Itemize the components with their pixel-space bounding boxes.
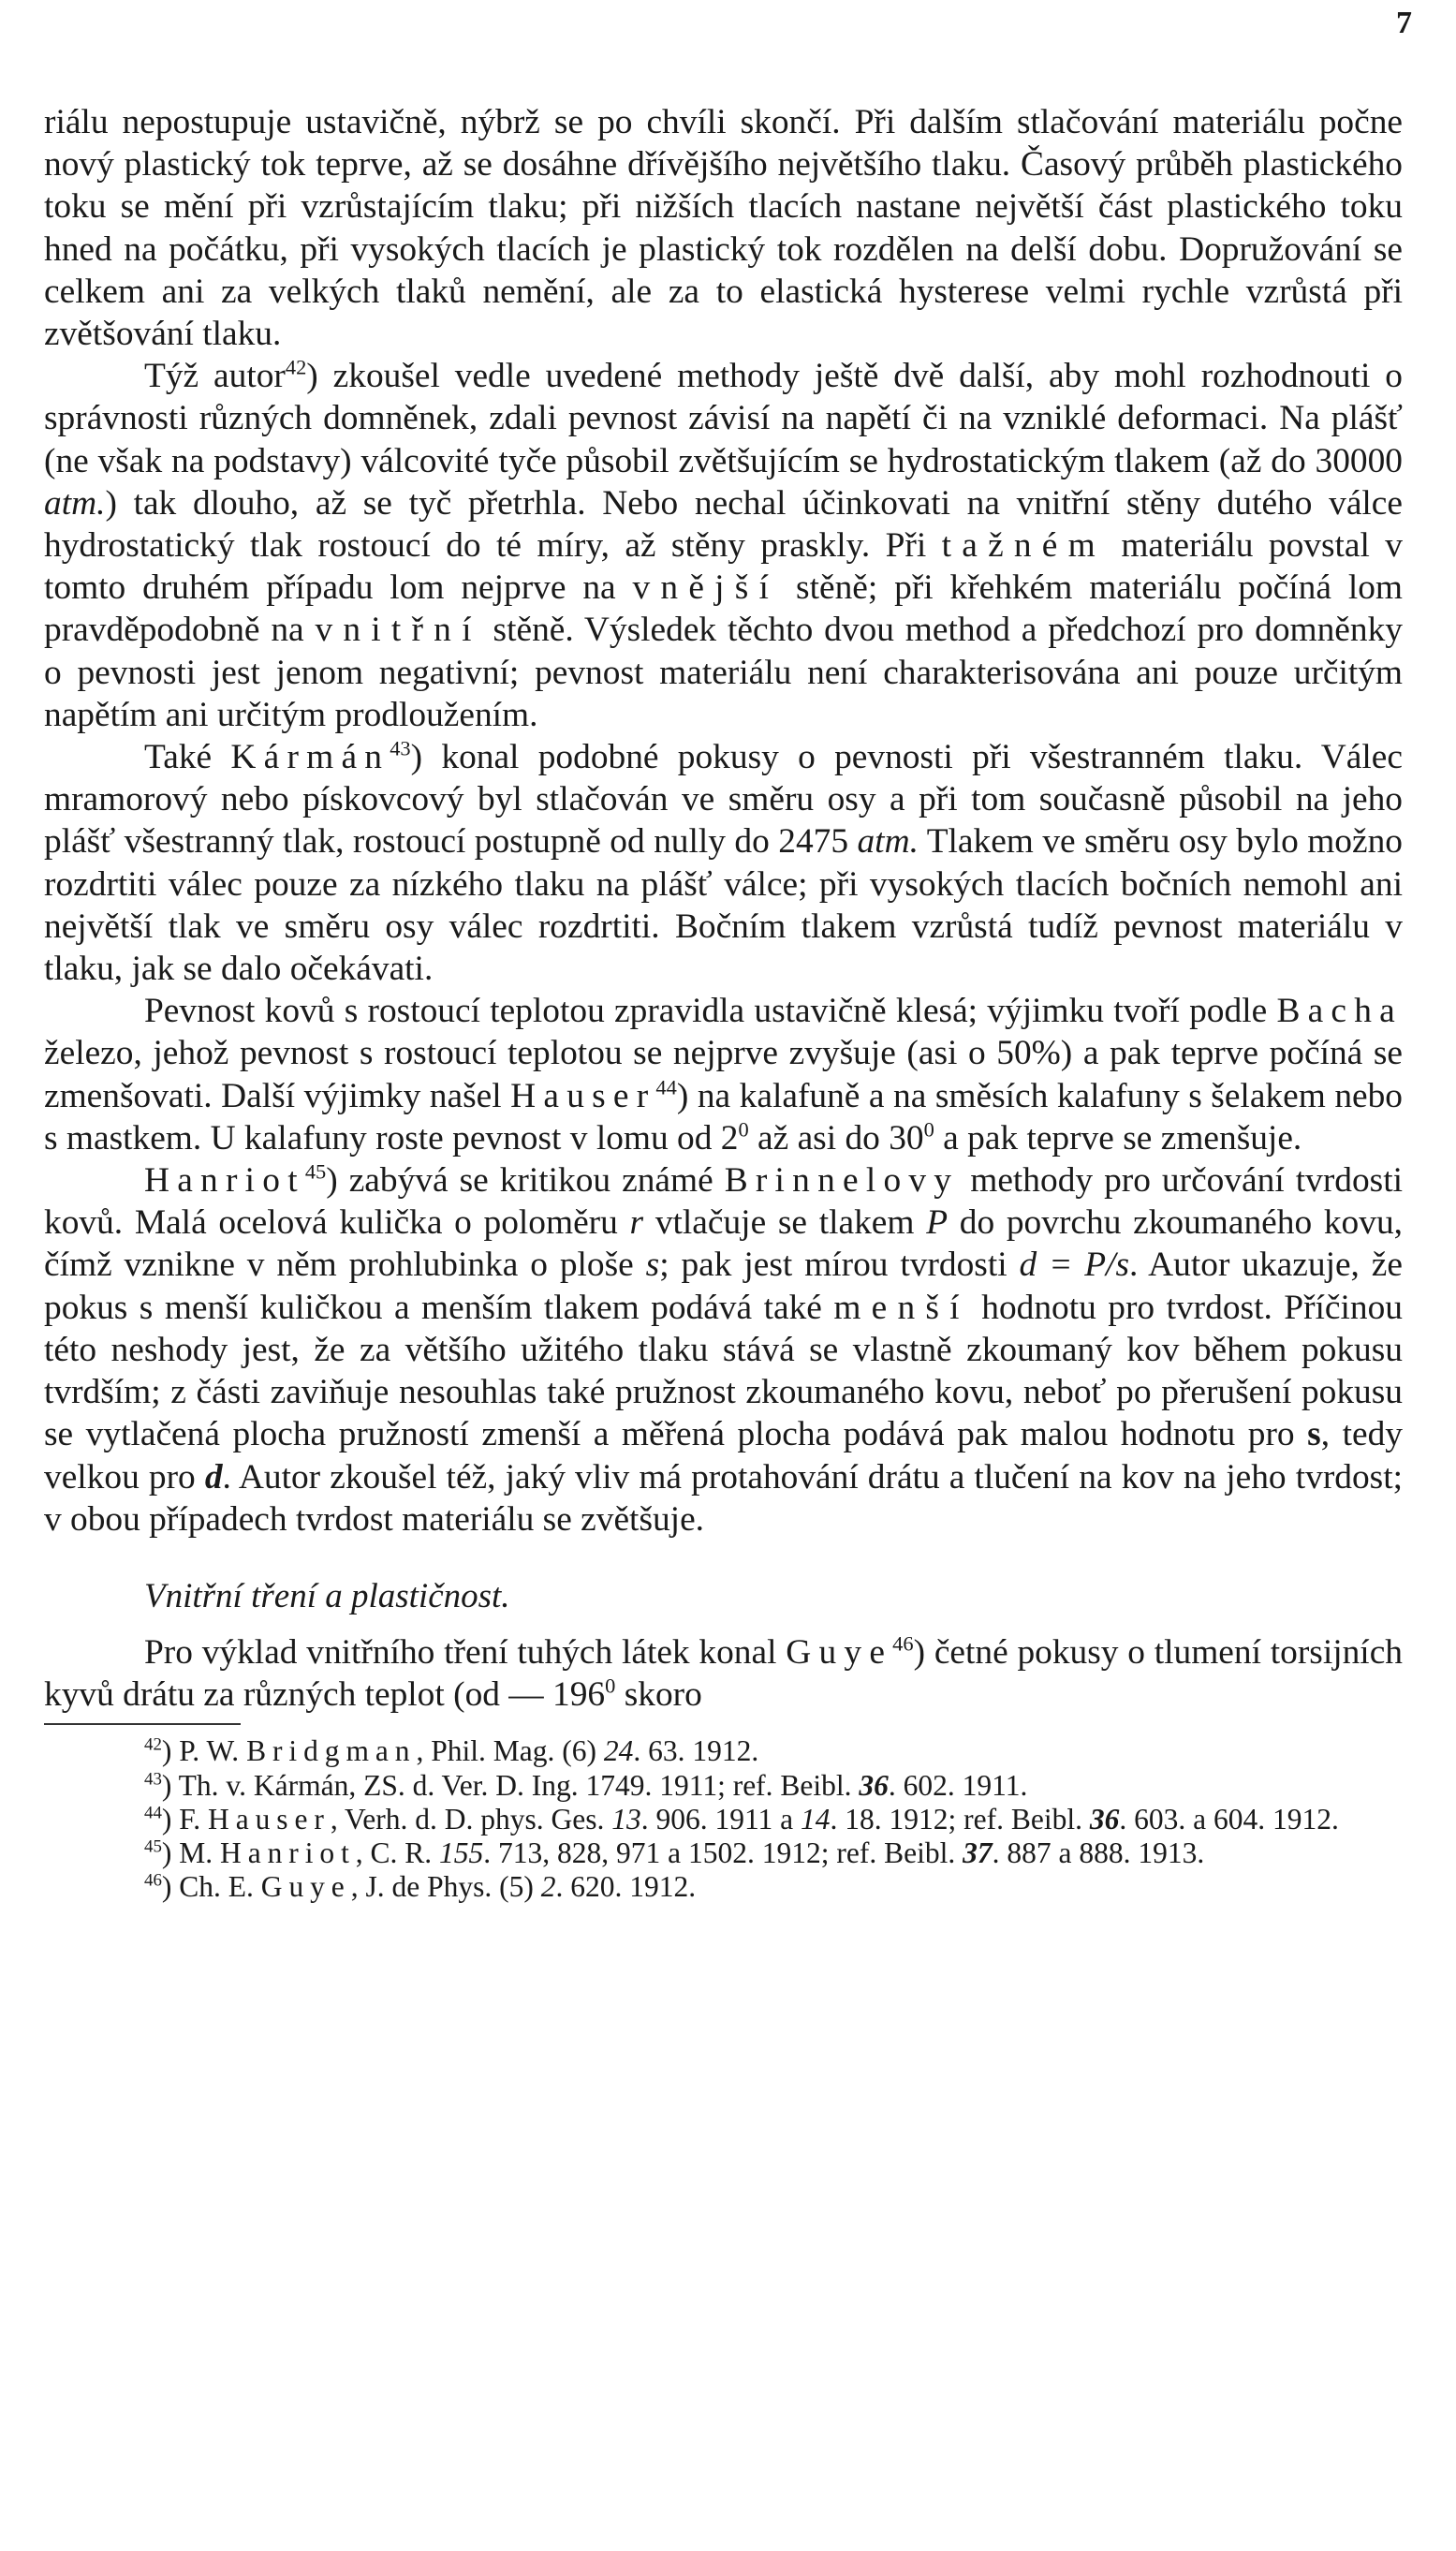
text-run: a pak teprve se zmenšuje. — [934, 1118, 1302, 1158]
text-run: ) Ch. E. — [161, 1870, 261, 1904]
author-name: Kármán — [230, 738, 390, 777]
text-run: ) M. — [161, 1836, 221, 1869]
section-heading: Vnitřní tření a plastičnost. — [144, 1576, 510, 1615]
text-run: ) tak dlouho, až se tyč přetrhla. Nebo nechal účinkovati na vnitřní stěny dutého válce hydrostatický tlak rostoucí do té míry, až stěny praskly. Při — [44, 483, 1403, 566]
footnote-number: 44 — [144, 1803, 162, 1823]
volume-number: 14 — [801, 1802, 831, 1836]
text-run: . 887 a 888. 1913. — [992, 1836, 1205, 1869]
text-run: . 602. 1911. — [888, 1768, 1028, 1802]
paragraph-2 — [44, 355, 1403, 736]
author-name: Hauser — [208, 1802, 331, 1836]
text-run: ) Th. v. Kármán, ZS. d. Ver. D. Ing. 1749. 1911; ref. Beibl. — [161, 1768, 860, 1802]
text-run: až asi do 30 — [748, 1118, 924, 1158]
footnote-number: 42 — [144, 1734, 162, 1755]
degree-mark: 0 — [605, 1674, 616, 1698]
text-run: ) konal podobné pokusy o pevnosti při všestranném tlaku. Válec mramorový nebo pískovcový byl stlačován ve směru osy a při tom současně působil na jeho plášť všestranný tlak, rostoucí postupně od nully do 2475 — [44, 738, 1403, 862]
text-run: , J. de Phys. (5) — [350, 1870, 541, 1904]
text-run: . 603. a 604. 1912. — [1119, 1802, 1339, 1836]
text-run: ) P. W. — [161, 1734, 247, 1768]
text-run: ; pak jest mírou tvrdosti — [659, 1246, 1020, 1285]
text-run: do povrchu zkoumaného kovu, čímž vznikne v něm prohlubinka o ploše — [44, 1203, 1403, 1285]
math-formula: d = P/s — [1019, 1246, 1129, 1285]
text-run: . 63. 1912. — [633, 1734, 759, 1768]
volume-number: 36 — [859, 1768, 889, 1802]
footnote-46 — [44, 1870, 1403, 1904]
author-name: Hanriot — [220, 1836, 356, 1869]
author-name: Guye — [786, 1632, 893, 1672]
text-run: . 906. 1911 a — [640, 1802, 802, 1836]
text-run: , Verh. d. D. phys. Ges. — [330, 1802, 612, 1836]
math-symbol: s — [645, 1246, 660, 1285]
footnote-ref-45[interactable]: 45 — [304, 1159, 327, 1184]
math-symbol: s — [1307, 1415, 1321, 1454]
footnote-42 — [44, 1734, 1403, 1768]
text-run: materiálu povstal v tomto druhém případu lom nejprve na — [44, 526, 1403, 608]
author-name: Bacha — [1276, 992, 1403, 1031]
footnote-43 — [44, 1769, 1403, 1803]
footnote-divider — [44, 1723, 241, 1725]
math-symbol: r — [629, 1203, 644, 1243]
text-run: . Autor ukazuje, že pokus s menší kuličkou a menším tlakem podává také — [44, 1246, 1403, 1327]
math-symbol: d — [204, 1457, 223, 1497]
paragraph-4 — [44, 990, 1403, 1159]
text-run: methody pro určování tvrdosti kovů. Malá ocelová kulička o poloměru — [44, 1161, 1403, 1243]
body-text — [44, 101, 1403, 1716]
text-run: ) F. — [161, 1802, 209, 1836]
paragraph-5 — [44, 1159, 1403, 1541]
text-run: , Phil. Mag. (6) — [416, 1734, 604, 1768]
footnote-number: 43 — [144, 1769, 162, 1790]
text-run: hodnotu pro tvrdost. Příčinou této neshody jest, že za většího užitého tlaku stává se vlastně zkoumaný kov během pokusu tvrdším; z části zaviňuje nesouhlas také pružnost zkoumaného kovu, neboť po přerušení pokusu se vytlačená plocha pružností zmenší a měřená plocha podává pak malou hodnotu pro — [44, 1288, 1403, 1454]
footnote-ref-43[interactable]: 43 — [390, 736, 411, 760]
text-run: Pevnost kovů s rostoucí teplotou zpravidla ustavičně klesá; výjimku tvoří podle — [144, 992, 1277, 1031]
text-run: Týž autor — [144, 357, 286, 396]
text-run: ) četné pokusy o tlumení torsijních kyvů drátu za různých teplot (od — 196 — [44, 1632, 1403, 1715]
spaced-emphasis: menší — [833, 1288, 970, 1327]
author-name: Bridgman — [246, 1734, 417, 1768]
footnote-ref-46[interactable]: 46 — [892, 1631, 914, 1656]
page-number: 7 — [1396, 6, 1412, 40]
footnote-ref-44[interactable]: 44 — [655, 1075, 677, 1099]
text-run: , C. R. — [355, 1836, 440, 1869]
paragraph-1 — [44, 101, 1403, 355]
volume-number: 37 — [963, 1836, 993, 1869]
footnotes — [44, 1734, 1403, 1904]
author-name: Hauser — [510, 1076, 656, 1115]
footnote-44 — [44, 1803, 1403, 1836]
spaced-emphasis: vnější — [632, 568, 780, 608]
text-run: , tedy velkou pro — [44, 1415, 1403, 1497]
footnote-ref-42[interactable]: 42 — [285, 355, 307, 379]
degree-mark: 0 — [923, 1117, 934, 1142]
text-run: . Autor zkoušel též, jaký vliv má protahování drátu a tlučení na kov na jeho tvrdost; v obou případech tvrdost materiálu se zvětšuje. — [44, 1457, 1403, 1539]
text-run: riálu nepostupuje ustavičně, nýbrž se po chvíli skončí. Při dalším stlačování materiálu počne nový plastický tok teprve, až se dosáhne dřívějšího největšího tlaku. Časový průběh plastického toku se mění při vzrůstajícím tlaku; při nižších tlacích nastane největší část plastického toku hned na počátku, při vysokých tlacích je plastický tok rozdělen na delší dobu. Dopružování se celkem ani za velkých tlaků nemění, ale za to elastická hysterese velmi rychle vzrůstá při zvětšování tlaku. — [44, 103, 1403, 354]
math-symbol: P — [926, 1203, 949, 1243]
spaced-emphasis: tažném — [941, 526, 1106, 566]
volume-number: 36 — [1089, 1802, 1120, 1836]
text-run: ) zkoušel vedle uvedené methody ještě dvě další, aby mohl rozhodnouti o správnosti různých domněnek, zdali pevnost závisí na napětí či na vzniklé deformaci. Na plášť (ne však na podstavy) válcovité tyče působil zvětšujícím se hydrostatickým tlakem (až do 30000 — [44, 357, 1403, 480]
text-run: Pro výklad vnitřního tření tuhých látek konal — [144, 1632, 787, 1672]
text-run: skoro — [615, 1675, 702, 1715]
footnote-45 — [44, 1836, 1403, 1870]
text-run: . 713, 828, 971 a 1502. 1912; ref. Beibl. — [483, 1836, 963, 1869]
author-name: Hanriot — [144, 1161, 305, 1201]
spaced-emphasis: vnitřní — [315, 611, 482, 650]
text-run: . 18. 1912; ref. Beibl. — [830, 1802, 1090, 1836]
text-run: železo, jehož pevnost s rostoucí teplotou se nejprve zvyšuje (asi o 50%) a pak teprve počíná se zmenšovati. Další výjimky našel — [44, 1034, 1403, 1115]
text-run: ) zabývá se kritikou známé — [326, 1161, 725, 1201]
text-run: Také — [144, 738, 231, 777]
degree-mark: 0 — [738, 1117, 749, 1142]
author-name: Guye — [260, 1870, 351, 1904]
text-run: vtlačuje se tlakem — [643, 1203, 927, 1243]
text-run: stěně; při křehkém materiálu počíná lom pravděpodobně na — [44, 568, 1403, 650]
paragraph-3 — [44, 736, 1403, 990]
volume-number: 24 — [603, 1734, 634, 1768]
footnote-number: 46 — [144, 1870, 162, 1891]
text-run: Tlakem ve směru osy bylo možno rozdrtiti válec pouze za nízkého tlaku na plášť válce; při vysokých tlacích bočních nemohl ani největší tlak ve směru osy válec rozdrtiti. Bočním tlakem vzrůstá tudíž pevnost materiálu v tlaku, jak se dalo očekávati. — [44, 822, 1403, 989]
volume-number: 2 — [540, 1870, 556, 1904]
footnote-number: 45 — [144, 1836, 162, 1857]
unit-atm: atm. — [857, 822, 919, 862]
author-name: Brinnelovy — [724, 1161, 960, 1201]
unit-atm: atm. — [44, 483, 106, 523]
paragraph-6 — [44, 1631, 1403, 1716]
volume-number: 155 — [439, 1836, 484, 1869]
text-run: . 620. 1912. — [555, 1870, 697, 1904]
text-run: ) na kalafuně a na směsích kalafuny s šelakem nebo s mastkem. U kalafuny roste pevnost v lomu od 2 — [44, 1076, 1403, 1158]
volume-number: 13 — [611, 1802, 641, 1836]
text-run: stěně. Výsledek těchto dvou method a předchozí pro domněnky o pevnosti jest jenom negativní; pevnost materiálu není charakterisována ani pouze určitým napětím ani určitým prodloužením. — [44, 611, 1403, 734]
